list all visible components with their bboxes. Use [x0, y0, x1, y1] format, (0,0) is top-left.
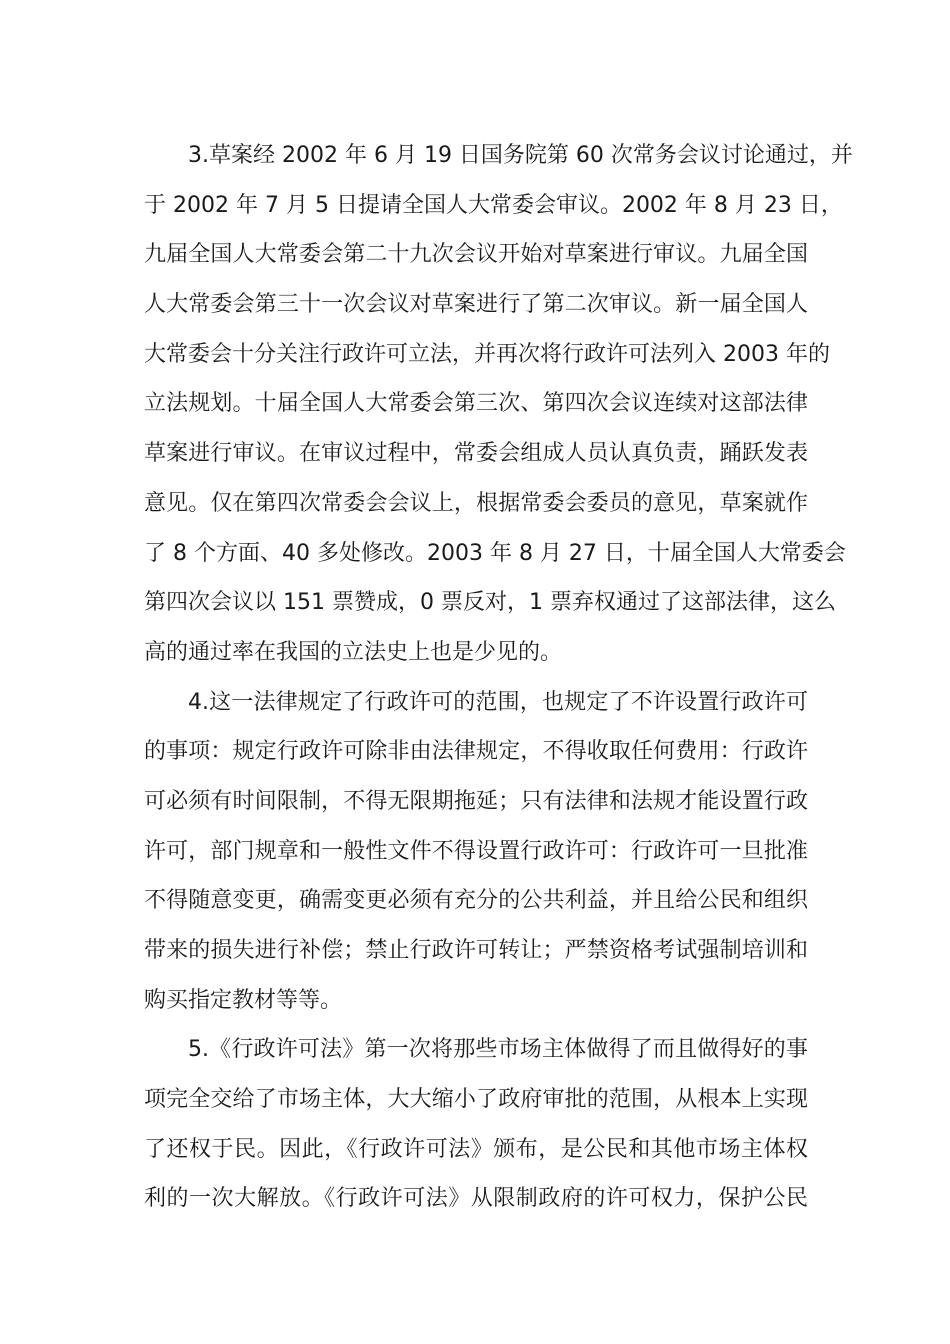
text-line: 项完全交给了市场主体，大大缩小了政府审批的范围，从根本上实现: [144, 1087, 808, 1113]
text-line: 5.《行政许可法》第一次将那些市场主体做得了而且做得好的事: [188, 1037, 808, 1063]
text-line: 第四次会议以 151 票赞成，0 票反对，1 票弃权通过了这部法律，这么: [144, 590, 836, 616]
text-line: 利的一次大解放。《行政许可法》从限制政府的许可权力，保护公民: [144, 1186, 808, 1212]
text-line: 立法规划。十届全国人大常委会第三次、第四次会议连续对这部法律: [144, 391, 808, 417]
text-line: 4.这一法律规定了行政许可的范围，也规定了不许设置行政许可: [188, 689, 808, 715]
text-line: 的事项：规定行政许可除非由法律规定，不得收取任何费用：行政许: [144, 739, 808, 765]
text-line: 意见。仅在第四次常委会会议上，根据常委会委员的意见，草案就作: [144, 490, 808, 516]
text-line: 于 2002 年 7 月 5 日提请全国人大常委会审议。2002 年 8 月 23 日，: [144, 192, 843, 218]
text-line: 草案进行审议。在审议过程中，常委会组成人员认真负责，踊跃发表: [144, 441, 808, 467]
text-line: 许可，部门规章和一般性文件不得设置行政许可：行政许可一旦批准: [144, 838, 808, 864]
text-line: 3.草案经 2002 年 6 月 19 日国务院第 60 次常务会议讨论通过，并: [188, 143, 853, 168]
text-line: 九届全国人大常委会第二十九次会议开始对草案进行审议。九届全国: [144, 242, 808, 268]
text-line: 高的通过率在我国的立法史上也是少见的。: [144, 639, 563, 665]
text-line: 不得随意变更，确需变更必须有充分的公共利益，并且给公民和组织: [144, 888, 808, 914]
document-body: [144, 131, 853, 1224]
text-line: 带来的损失进行补偿；禁止行政许可转让；严禁资格考试强制培训和: [144, 938, 808, 963]
text-line: 了还权于民。因此，《行政许可法》颁布，是公民和其他市场主体权: [144, 1136, 808, 1162]
text-line: 了 8 个方面、40 多处修改。2003 年 8 月 27 日，十届全国人大常委会: [144, 540, 846, 566]
text-line: 人大常委会第三十一次会议对草案进行了第二次审议。新一届全国人: [144, 292, 808, 318]
text-line: 大常委会十分关注行政许可立法，并再次将行政许可法列入 2003 年的: [144, 341, 830, 367]
text-line: 可必须有时间限制，不得无限期拖延；只有法律和法规才能设置行政: [144, 788, 808, 814]
text-line: 购买指定教材等等。: [144, 987, 343, 1013]
